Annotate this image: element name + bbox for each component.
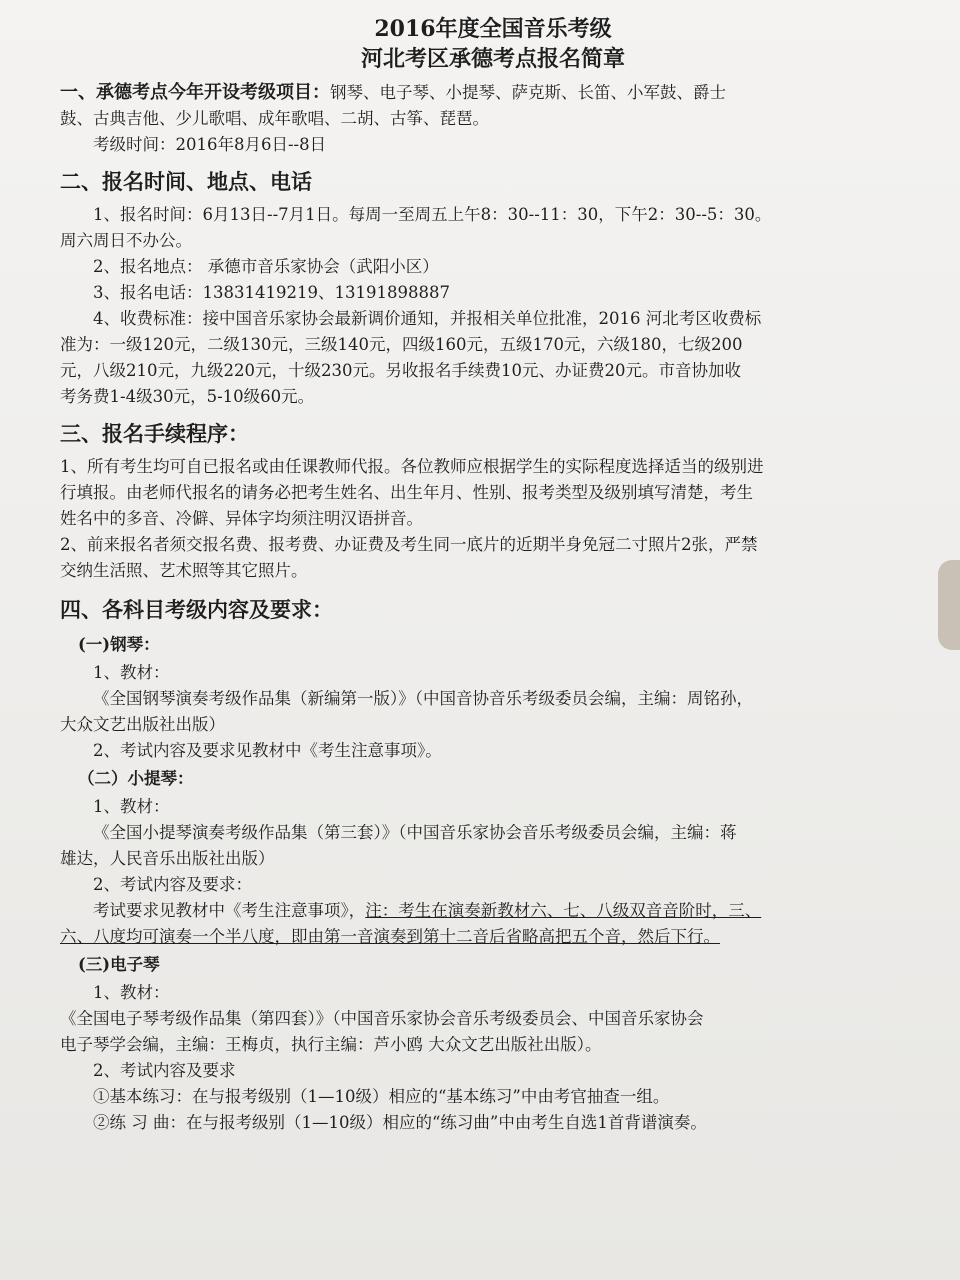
section3-p2b: 交纳生活照、艺术照等其它照片。 (60, 561, 308, 580)
section2-p4d: 考务费1-4级30元，5-10级60元。 (60, 387, 315, 406)
section3-p1b: 行填报。由老师代报名的请务必把考生姓名、出生年月、性别、报考类型及级别填写清楚，考生 (60, 483, 753, 502)
section2-p1a: 1、报名时间：6月13日--7月1日。每周一至周五上午8：30--11：30，下午2：30--5：30。 (93, 205, 772, 224)
violin-req-note: 注：考生在演奏新教材六、七、八级双音音阶时，三、 (365, 901, 762, 920)
keyboard-mat-1: 《全国电子琴考级作品集（第四套）》（中国音乐家协会音乐考级委员会、中国音乐家协会 (60, 1009, 704, 1028)
keyboard-mat-label: 1、教材： (93, 983, 170, 1002)
section2-p4b: 准为：一级120元，二级130元，三级140元，四级160元，五级170元，六级180，七级200 (60, 335, 743, 354)
section2-heading: 二、报名时间、地点、电话 (60, 170, 312, 194)
section2-p1b: 周六周日不办公。 (60, 231, 192, 250)
section3-p2a: 2、前来报名者须交报名费、报考费、办证费及考生同一底片的近期半身免冠二寸照片2张，严禁 (60, 535, 758, 554)
violin-req-label: 2、考试内容及要求： (93, 875, 252, 894)
section2-p3: 3、报名电话：13831419219、13191898887 (93, 283, 450, 302)
section1-heading: 一、承德考点今年开设考级项目： (60, 82, 330, 103)
piano-mat-label: 1、教材： (93, 663, 170, 682)
violin-mat-label: 1、教材： (93, 797, 170, 816)
keyboard-item-2: ②练 习 曲：在与报考级别（1—10级）相应的“练习曲”中由考生自选1首背谱演奏。 (93, 1113, 707, 1132)
section1-exam-time: 考级时间：2016年8月6日--8日 (93, 135, 327, 154)
piano-mat-2: 大众文艺出版社出版） (60, 715, 225, 734)
section3-p1c: 姓名中的多音、冷僻、异体字均须注明汉语拼音。 (60, 509, 423, 528)
violin-req-line1 (60, 898, 926, 924)
keyboard-item-1: ①基本练习：在与报考级别（1—10级）相应的“基本练习”中由考官抽查一组。 (93, 1087, 670, 1106)
piano-mat-1: 《全国钢琴演奏考级作品集（新编第一版）》（中国音协音乐考级委员会编，主编：周铭孙， (93, 689, 753, 708)
violin-title: （二）小提琴： (78, 769, 194, 788)
section1-items-1: 钢琴、电子琴、小提琴、萨克斯、长笛、小军鼓、爵士 (330, 83, 726, 102)
keyboard-title: (三)电子琴 (78, 955, 160, 974)
section3-p1a: 1、所有考生均可自已报名或由任课教师代报。各位教师应根据学生的实际程度选择适当的级别进 (60, 457, 764, 476)
violin-mat-1: 《全国小提琴演奏考级作品集（第三套）》（中国音乐家协会音乐考级委员会编，主编：蒋 (93, 823, 737, 842)
piano-title: (一)钢琴： (78, 635, 160, 654)
section4-heading: 四、各科目考级内容及要求： (60, 598, 333, 622)
piano-req: 2、考试内容及要求见教材中《考生注意事项》。 (93, 741, 442, 760)
violin-req-b: 六、八度均可演奏一个半八度，即由第一音演奏到第十二音后省略高把五个音，然后下行。 (60, 927, 720, 946)
section2-p4c: 元，八级210元，九级220元，十级230元。另收报名手续费10元、办证费20元。市音协加收 (60, 361, 741, 380)
title-line-2: 河北考区承德考点报名简章 (360, 46, 625, 72)
section2-p4a: 4、收费标准：接中国音乐家协会最新调价通知，并报相关单位批准，2016 河北考区收费标 (93, 309, 762, 328)
section3-heading: 三、报名手续程序： (60, 422, 249, 446)
page-edge-shadow (938, 560, 960, 650)
violin-req-a: 考试要求见教材中《考生注意事项》， (93, 901, 366, 920)
violin-mat-2: 雄达，人民音乐出版社出版） (60, 849, 275, 868)
section1-line1 (60, 80, 926, 106)
keyboard-req-label: 2、考试内容及要求 (93, 1061, 236, 1080)
section2-p2: 2、报名地点： 承德市音乐家协会（武阳小区） (93, 257, 439, 276)
section1-items-2: 鼓、古典吉他、少儿歌唱、成年歌唱、二胡、古筝、琵琶。 (60, 109, 489, 128)
keyboard-mat-2: 电子琴学会编，主编：王梅贞，执行主编：芦小鸥 大众文艺出版社出版）。 (60, 1035, 602, 1054)
title-line-1: 2016年度全国音乐考级 (374, 16, 612, 42)
